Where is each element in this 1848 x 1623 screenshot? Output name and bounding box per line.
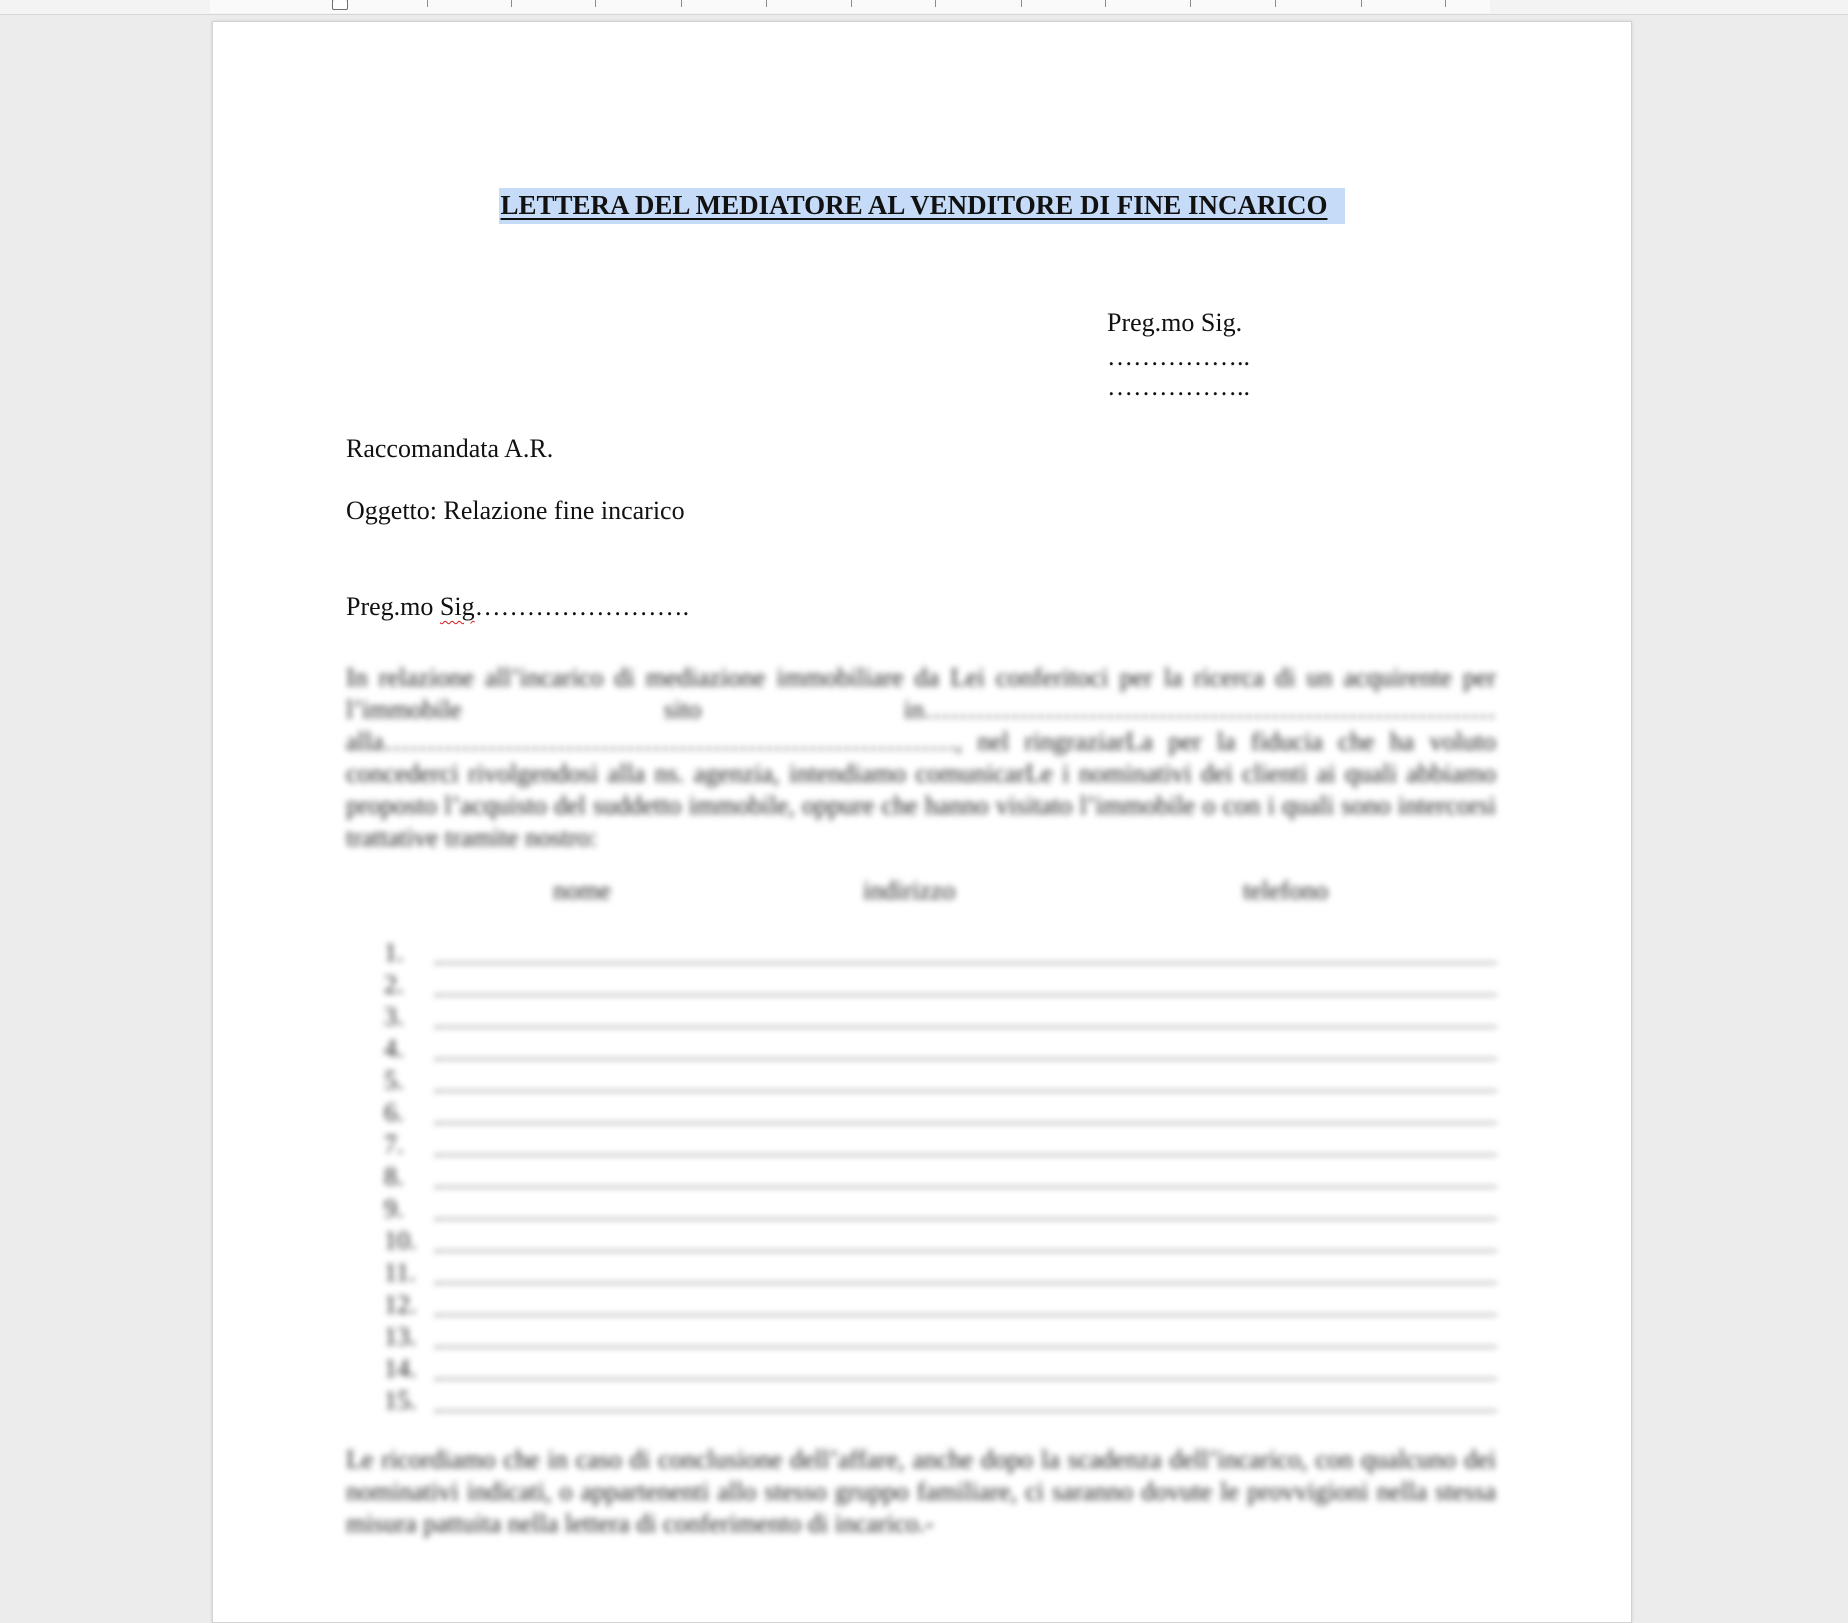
header-nome: nome (553, 876, 611, 905)
ruler-tick (427, 0, 428, 7)
list-item[interactable]: 6. (346, 1098, 1496, 1130)
ruler-tick (935, 0, 936, 7)
list-item[interactable]: 15. (346, 1386, 1496, 1418)
ruler-tick (511, 0, 512, 7)
first-line-indent-marker[interactable] (332, 0, 348, 10)
ruler-tick (1445, 0, 1446, 7)
ruler-tick (766, 0, 767, 7)
list-item[interactable]: 9. (346, 1194, 1496, 1226)
addressee-line-2[interactable]: …………….. (1107, 372, 1250, 401)
list-item[interactable]: 10. (346, 1226, 1496, 1258)
document-title[interactable] (213, 190, 1631, 221)
name-list (346, 938, 1496, 1418)
salutation-line[interactable] (346, 592, 689, 622)
body-intro-paragraph[interactable]: In relazione all’incarico di mediazione immobiliare da Lei conferitoci per la ricerca di un acquirente per l’immobile sito in………………………………………………………… alla…………………………………………………………, nel ringraziarLa per la fiducia che ha voluto concederci rivolgendosi alla ns. agenzia, intendiamo comunicarLe i nominativi dei clienti ai quali abbiamo proposto l’acquisto del suddetto immobile, oppure che hanno visitato l’immobile o con i quali sono intercorsi trattative tramite nostro: (346, 663, 1496, 852)
list-item[interactable]: 3. (346, 1002, 1496, 1034)
ruler-tick (1105, 0, 1106, 7)
list-item[interactable]: 11. (346, 1258, 1496, 1290)
ruler-text-area (210, 0, 1490, 13)
body-closing-paragraph[interactable]: Le ricordiamo che in caso di conclusione dell’affare, anche dopo la scadenza dell’incarico, con qualcuno dei nominativi indicati, o appartenenti allo stesso gruppo familiare, ci saranno dovute le provvigioni nella stessa misura pattuita nella lettera di conferimento di incarico.- (346, 1445, 1496, 1538)
list-item[interactable]: 5. (346, 1066, 1496, 1098)
list-item[interactable]: 7. (346, 1130, 1496, 1162)
title-selected-text[interactable]: LETTERA DEL MEDIATORE AL VENDITORE DI FINE INCARICO (499, 188, 1346, 224)
header-telefono: telefono (1243, 876, 1329, 905)
list-item[interactable]: 14. (346, 1354, 1496, 1386)
addressee-greeting[interactable]: Preg.mo Sig. (1107, 308, 1243, 337)
ruler-tick (1275, 0, 1276, 7)
ruler-tick (595, 0, 596, 7)
header-indirizzo: indirizzo (863, 876, 956, 905)
subject-line[interactable]: Oggetto: Relazione fine incarico (346, 496, 685, 525)
ruler-tick (851, 0, 852, 7)
list-item[interactable]: 13. (346, 1322, 1496, 1354)
list-item[interactable]: 1. (346, 938, 1496, 970)
document-page[interactable] (212, 21, 1632, 1623)
table-header-row (346, 876, 1496, 916)
addressee-line-1[interactable]: …………….. (1107, 342, 1250, 371)
ruler-tick (1021, 0, 1022, 7)
spelling-error-word[interactable]: Sig (439, 592, 475, 621)
ruler-tick (681, 0, 682, 7)
ruler-tick (1190, 0, 1191, 7)
ruler-tick (1361, 0, 1362, 7)
blurred-content (346, 662, 1496, 1540)
horizontal-ruler[interactable] (0, 0, 1848, 15)
list-item[interactable]: 2. (346, 970, 1496, 1002)
delivery-method[interactable]: Raccomandata A.R. (346, 434, 554, 463)
list-item[interactable]: 4. (346, 1034, 1496, 1066)
salutation-prefix: Preg.mo (346, 592, 440, 621)
list-item[interactable]: 8. (346, 1162, 1496, 1194)
list-item[interactable]: 12. (346, 1290, 1496, 1322)
salutation-dots: ……………………. (474, 592, 690, 621)
